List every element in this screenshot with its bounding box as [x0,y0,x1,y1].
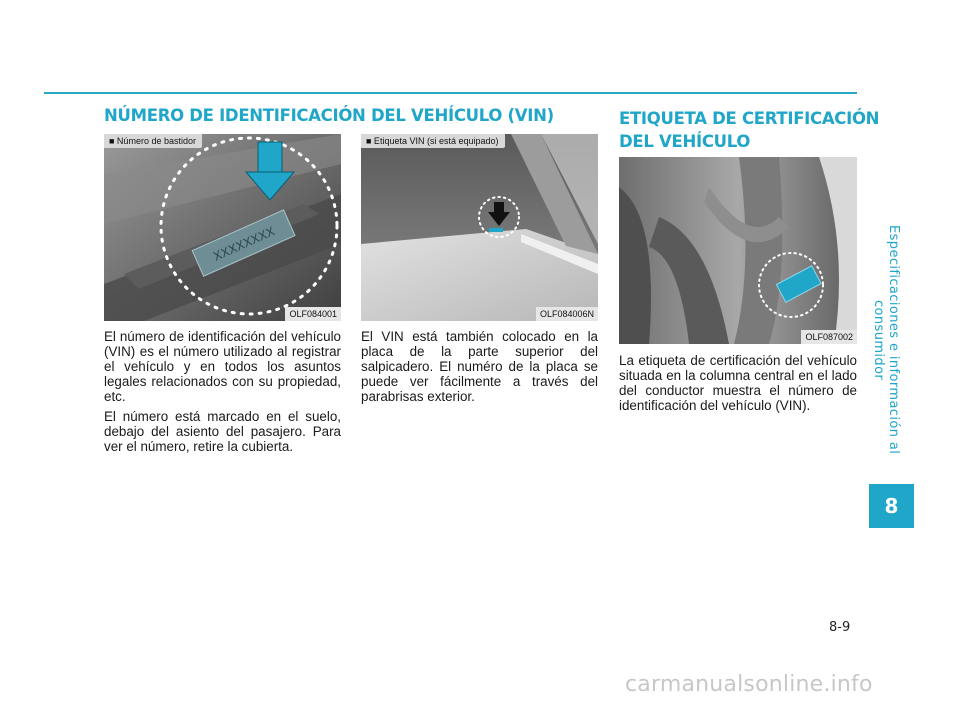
figure-caption: ■ Etiqueta VIN (si está equipado) [361,134,505,148]
paragraph: El VIN está también colocado en la placa de la parte superior del salpicadero. El numéro de la placa se puede ver fácilmente a través del parabrisas exterior. [361,329,598,404]
figure-caption: ■ Número de bastidor [104,134,202,148]
vin-stamp-text: XXXXXXXX [211,224,277,264]
figure-frame-number [104,134,341,321]
figure-code: OLF084006N [536,307,598,321]
section-title-certification-line1: ETIQUETA DE CERTIFICACIÓN [619,109,880,128]
watermark: carmanualsonline.info [625,672,873,697]
chapter-number-tab: 8 [869,484,914,528]
header-rule [44,92,857,94]
paragraph: La etiqueta de certificación del vehículo situada en la columna central en el lado del conductor muestra el número de identificación del vehículo (VIN). [619,353,857,413]
column-3-text [619,353,857,418]
dashboard-vin-illustration [361,134,598,321]
floor-vin-illustration [104,134,341,321]
figure-code: OLF084001 [285,307,341,321]
figure-certification-label [619,157,857,344]
section-title-vin: NÚMERO DE IDENTIFICACIÓN DEL VEHÍCULO (VIN) [104,106,554,125]
page-number: 8-9 [829,620,851,635]
column-1-text [104,329,341,459]
paragraph: El número está marcado en el suelo, debajo del asiento del pasajero. Para ver el número, retire la cubierta. [104,409,341,454]
figure-vin-label [361,134,598,321]
section-title-certification-line2: DEL VEHÍCULO [619,132,751,151]
pillar-label-illustration [619,157,857,344]
section-side-label: Especificaciones e información al consumidor [871,225,901,455]
figure-code: OLF087002 [801,330,857,344]
paragraph: El número de identificación del vehículo (VIN) es el número utilizado al registrar el vehículo y en todos los asuntos legales relacionados con su propiedad, etc. [104,329,341,404]
column-2-text [361,329,598,409]
